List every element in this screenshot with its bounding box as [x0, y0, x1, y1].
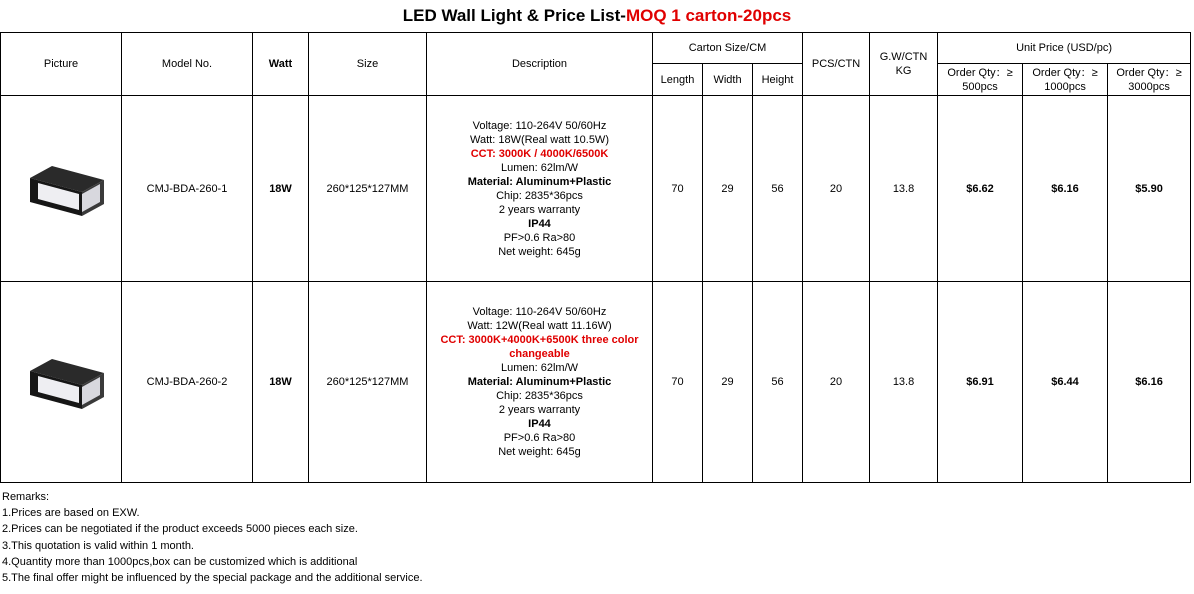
price-1000-cell: $6.16 [1023, 96, 1108, 282]
header-qty-1000-label: Order Qty：≥ [1032, 66, 1098, 79]
header-length: Length [653, 64, 703, 96]
desc-watt: Watt: 12W(Real watt 11.16W) [467, 320, 612, 332]
size-cell: 260*125*127MM [309, 96, 427, 282]
desc-voltage: Voltage: 110-264V 50/60Hz [472, 119, 607, 132]
desc-chip: Chip: 2835*36pcs [496, 189, 583, 202]
product-picture [1, 282, 122, 483]
header-qty-3000-value: 3000pcs [1128, 80, 1170, 93]
desc-cct: CCT: 3000K / 4000K/6500K [470, 147, 609, 160]
length-cell: 70 [653, 282, 703, 483]
header-model: Model No. [122, 33, 253, 96]
table-row [1, 282, 1191, 483]
remark-item: 2.Prices can be negotiated if the product exceeds 5000 pieces each size. [2, 523, 358, 536]
watt-cell: 18W [253, 96, 309, 282]
header-row-1 [1, 33, 1191, 64]
header-qty-3000-label: Order Qty：≥ [1116, 66, 1182, 79]
header-carton-size: Carton Size/CM [653, 33, 803, 64]
title-main: LED Wall Light & Price List- [402, 6, 626, 25]
desc-weight: Net weight: 645g [498, 245, 581, 258]
title-moq: MOQ 1 carton-20pcs [625, 6, 792, 25]
remark-item: 5.The final offer might be influenced by the special package and the additional service. [2, 572, 423, 585]
remark-item: 3.This quotation is valid within 1 month. [2, 539, 194, 552]
desc-warranty: 2 years warranty [498, 404, 581, 416]
size-cell: 260*125*127MM [309, 282, 427, 483]
desc-voltage: Voltage: 110-264V 50/60Hz [472, 306, 607, 318]
desc-watt: Watt: 18W(Real watt 10.5W) [470, 133, 609, 146]
desc-warranty: 2 years warranty [498, 203, 581, 216]
product-picture [1, 96, 122, 282]
header-qty-500-label: Order Qty：≥ [947, 66, 1013, 79]
desc-material: Material: Aluminum+Plastic [467, 376, 612, 388]
pcs-cell: 20 [803, 282, 870, 483]
model-cell: CMJ-BDA-260-2 [122, 282, 253, 483]
header-gw-line1: G.W/CTN [879, 51, 928, 63]
price-3000-cell: $5.90 [1108, 96, 1191, 282]
desc-chip: Chip: 2835*36pcs [496, 390, 583, 402]
description-cell [427, 96, 653, 282]
desc-ip: IP44 [528, 418, 551, 430]
remarks-section [2, 489, 423, 586]
desc-pf: PF>0.6 Ra>80 [503, 231, 576, 244]
price-1000-cell: $6.44 [1023, 282, 1108, 483]
header-width: Width [703, 64, 753, 96]
price-table [0, 32, 1191, 483]
header-qty-500 [938, 64, 1023, 96]
header-gw-line2: KG [895, 65, 912, 77]
desc-material: Material: Aluminum+Plastic [467, 175, 612, 188]
description-cell [427, 282, 653, 483]
remark-item: 4.Quantity more than 1000pcs,box can be customized which is additional [2, 555, 358, 568]
height-cell: 56 [753, 282, 803, 483]
price-3000-cell: $6.16 [1108, 282, 1191, 483]
desc-cct: CCT: 3000K+4000K+6500K three color changeable [440, 334, 639, 360]
page-title [0, 0, 1194, 32]
wall-light-image [16, 156, 106, 218]
header-qty-1000 [1023, 64, 1108, 96]
desc-lumen: Lumen: 62lm/W [500, 161, 579, 174]
header-description: Description [427, 33, 653, 96]
header-qty-1000-value: 1000pcs [1044, 80, 1086, 93]
price-500-cell: $6.62 [938, 96, 1023, 282]
header-size: Size [309, 33, 427, 96]
gw-cell: 13.8 [870, 282, 938, 483]
desc-ip: IP44 [528, 217, 551, 230]
header-qty-500-value: 500pcs [962, 80, 998, 93]
header-qty-3000 [1108, 64, 1191, 96]
desc-pf: PF>0.6 Ra>80 [503, 432, 576, 444]
header-pcs-ctn: PCS/CTN [803, 33, 870, 96]
price-500-cell: $6.91 [938, 282, 1023, 483]
remark-item: 1.Prices are based on EXW. [2, 507, 140, 520]
remarks-heading: Remarks: [2, 491, 50, 503]
desc-weight: Net weight: 645g [498, 446, 581, 458]
wall-light-image [16, 349, 106, 411]
length-cell: 70 [653, 96, 703, 282]
header-height: Height [753, 64, 803, 96]
gw-cell: 13.8 [870, 96, 938, 282]
header-watt: Watt [253, 33, 309, 96]
height-cell: 56 [753, 96, 803, 282]
width-cell: 29 [703, 96, 753, 282]
watt-cell: 18W [253, 282, 309, 483]
header-unit-price: Unit Price (USD/pc) [938, 33, 1191, 64]
width-cell: 29 [703, 282, 753, 483]
table-row [1, 96, 1191, 282]
pcs-cell: 20 [803, 96, 870, 282]
desc-lumen: Lumen: 62lm/W [500, 362, 579, 374]
model-cell: CMJ-BDA-260-1 [122, 96, 253, 282]
header-picture: Picture [1, 33, 122, 96]
header-gw-ctn [870, 33, 938, 96]
